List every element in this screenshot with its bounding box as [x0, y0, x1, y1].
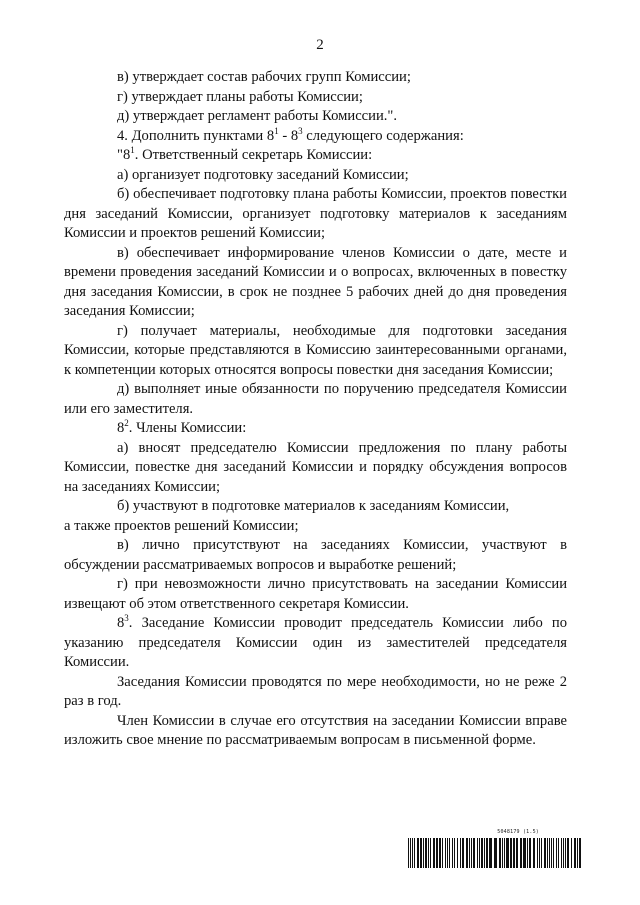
paragraph-3d [64, 107, 567, 127]
text-part: . Ответственный секретарь Комиссии: [134, 147, 373, 163]
paragraph-8-2-g [64, 575, 567, 614]
paragraph-8-2-a [64, 439, 567, 498]
text-part: 8 [117, 420, 125, 436]
text-part: - 8 [278, 127, 299, 144]
text-part: следующего содержания: [302, 127, 464, 144]
section-8-3 [64, 614, 567, 673]
barcode-label: 5048179 (1.5) [497, 829, 539, 835]
paragraph-meetings-frequency [64, 673, 567, 712]
paragraph-text: г) утверждает планы работы Комиссии; [117, 88, 363, 105]
paragraph-text: д) выполняет иные обязанности по поручению председателя Комиссии или его заместителя. [64, 381, 567, 417]
paragraph-3v [64, 68, 567, 88]
paragraph-8-1-a [64, 166, 567, 186]
paragraph-text: г) получает материалы, необходимые для подготовки заседания Комиссии, которые представляются в Комиссию заинтересованными органами, к компетенции которых относятся вопросы повестки дня заседания Комиссии; [64, 322, 567, 378]
superscript: 3 [124, 613, 129, 623]
paragraph-written-opinion [64, 712, 567, 751]
paragraph-8-1-d [64, 380, 567, 419]
superscript: 2 [124, 418, 129, 428]
paragraph-8-2-b [64, 497, 567, 517]
paragraph-text: в) обеспечивает информирование членов Комиссии о дате, месте и времени проведения заседаний Комиссии и о вопросах, включенных в повестку дня заседания Комиссии, в срок не позднее 5 рабочих дней до дня проведения заседания Комиссии; [64, 244, 567, 319]
paragraph-8-2-b-cont [64, 517, 567, 537]
text-part: 4. Дополнить пунктами 8 [117, 127, 275, 144]
document-barcode [408, 829, 583, 869]
text-part: "8 [117, 147, 131, 163]
page-number: 2 [316, 37, 324, 53]
paragraph-text: а) организует подготовку заседаний Комиссии; [117, 166, 409, 183]
paragraph-amendment-4 [64, 127, 567, 147]
section-8-1-heading [64, 146, 567, 166]
paragraph-text: б) участвуют в подготовке материалов к заседаниям Комиссии, [117, 498, 510, 514]
superscript: 1 [130, 145, 135, 155]
paragraph-8-1-v [64, 244, 567, 322]
text-part: . Члены Комиссии: [128, 420, 247, 436]
paragraph-3g [64, 88, 567, 108]
paragraph-8-1-g [64, 322, 567, 381]
paragraph-text: в) утверждает состав рабочих групп Комиссии; [117, 69, 411, 85]
text-part: 8 [117, 615, 125, 631]
paragraph-text: в) лично присутствуют на заседаниях Комиссии, участвуют в обсуждении рассматриваемых вопросов и выработке решений; [64, 537, 567, 573]
barcode-icon [408, 838, 583, 868]
document-body [64, 68, 567, 751]
paragraph-text: Заседания Комиссии проводятся по мере необходимости, но не реже 2 раз в год. [64, 673, 567, 709]
paragraph-text: б) обеспечивает подготовку плана работы Комиссии, проектов повестки дня заседаний Комиссии, организует подготовку материалов к заседаниям Комиссии и проектов решений Комиссии; [64, 186, 567, 241]
paragraph-text: а также проектов решений Комиссии; [64, 517, 299, 534]
paragraph-text: д) утверждает регламент работы Комиссии.". [117, 108, 398, 124]
superscript: 3 [298, 125, 303, 136]
paragraph-8-1-b [64, 185, 567, 244]
paragraph-text: Член Комиссии в случае его отсутствия на заседании Комиссии вправе изложить свое мнение по рассматриваемым вопросам в письменной форме. [64, 712, 567, 748]
paragraph-text: а) вносят председателю Комиссии предложения по плану работы Комиссии, повестке дня заседаний Комиссии и порядку обсуждения вопросов на заседаниях Комиссии; [64, 439, 567, 495]
section-8-2-heading [64, 419, 567, 439]
text-part: . Заседание Комиссии проводит председатель Комиссии либо по указанию председателя Комиссии один из заместителей председателя Комиссии. [64, 615, 567, 670]
paragraph-8-2-v [64, 536, 567, 575]
paragraph-text: г) при невозможности лично присутствовать на заседании Комиссии извещают об этом ответственного секретаря Комиссии. [64, 576, 567, 612]
superscript: 1 [274, 125, 279, 136]
